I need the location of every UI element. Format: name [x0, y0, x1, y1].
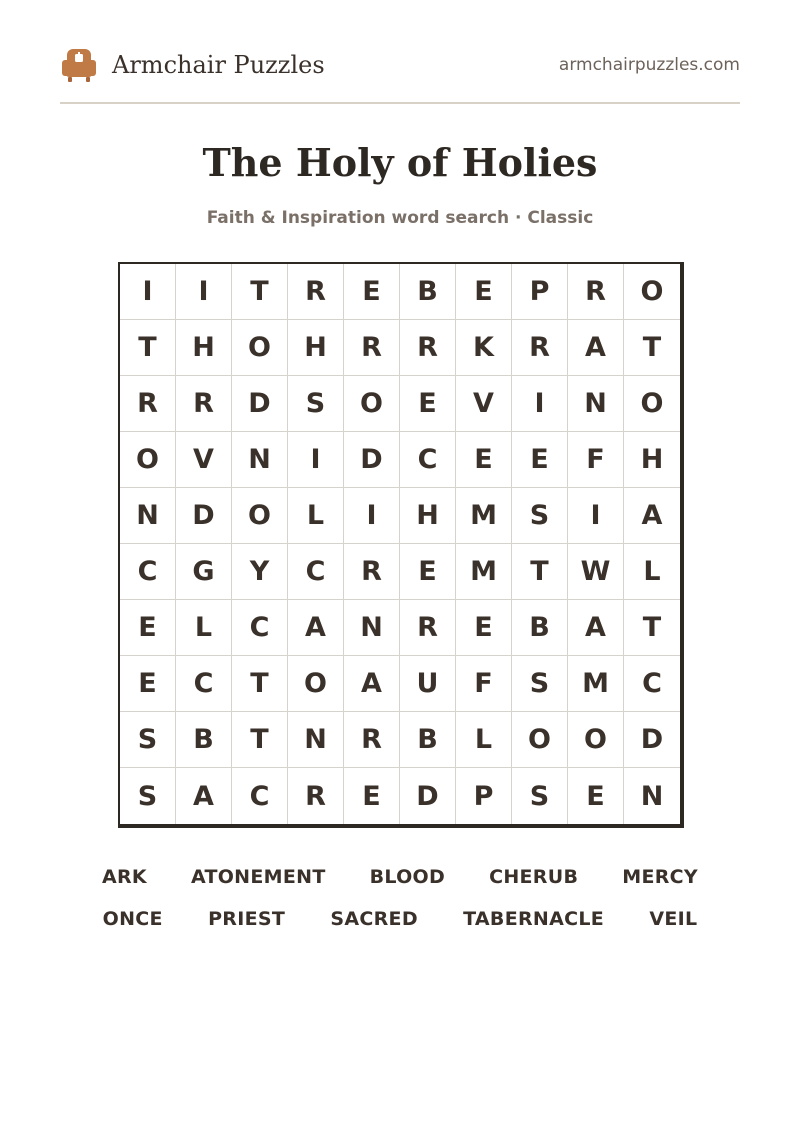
grid-cell[interactable]: A	[288, 600, 344, 656]
grid-cell[interactable]: I	[568, 488, 624, 544]
grid-cell[interactable]: R	[568, 264, 624, 320]
grid-cell[interactable]: K	[456, 320, 512, 376]
grid-cell[interactable]: O	[512, 712, 568, 768]
word-list-item: TABERNACLE	[463, 908, 605, 930]
grid-cell[interactable]: E	[512, 432, 568, 488]
grid-cell[interactable]: L	[288, 488, 344, 544]
grid-cell[interactable]: N	[344, 600, 400, 656]
puzzle-subtitle: Faith & Inspiration word search · Classic	[206, 208, 594, 228]
grid-cell[interactable]: D	[232, 376, 288, 432]
grid-cell[interactable]: I	[288, 432, 344, 488]
word-list-item: ATONEMENT	[190, 866, 326, 888]
grid-cell[interactable]: T	[624, 320, 680, 376]
grid-cell[interactable]: A	[344, 656, 400, 712]
grid-cell[interactable]: R	[400, 320, 456, 376]
grid-cell[interactable]: I	[512, 376, 568, 432]
grid-cell[interactable]: H	[288, 320, 344, 376]
grid-cell[interactable]: N	[120, 488, 176, 544]
word-list-row	[80, 856, 720, 898]
grid-cell[interactable]: R	[512, 320, 568, 376]
grid-cell[interactable]: A	[568, 320, 624, 376]
grid-cell[interactable]: E	[120, 656, 176, 712]
word-list-item: BLOOD	[369, 866, 446, 888]
grid-cell[interactable]: B	[400, 264, 456, 320]
grid-cell[interactable]: O	[624, 376, 680, 432]
grid-cell[interactable]: R	[344, 712, 400, 768]
grid-cell[interactable]: R	[400, 600, 456, 656]
grid-cell[interactable]: G	[176, 544, 232, 600]
grid-cell[interactable]: B	[400, 712, 456, 768]
grid-cell[interactable]: H	[176, 320, 232, 376]
word-list-item: ARK	[101, 866, 147, 888]
grid-cell[interactable]: E	[344, 768, 400, 824]
grid-cell[interactable]: D	[344, 432, 400, 488]
grid-cell[interactable]: D	[400, 768, 456, 824]
grid-cell[interactable]: N	[568, 376, 624, 432]
grid-cell[interactable]: M	[456, 488, 512, 544]
grid-cell[interactable]: I	[120, 264, 176, 320]
letter-grid	[118, 262, 684, 828]
grid-cell[interactable]: O	[120, 432, 176, 488]
word-list-item: VEIL	[649, 908, 698, 930]
grid-cell[interactable]: O	[344, 376, 400, 432]
word-list	[80, 856, 720, 940]
grid-cell[interactable]: S	[120, 712, 176, 768]
grid-cell[interactable]: S	[120, 768, 176, 824]
grid-cell[interactable]: D	[624, 712, 680, 768]
word-list-item: ONCE	[102, 908, 163, 930]
grid-cell[interactable]: B	[176, 712, 232, 768]
grid-cell[interactable]: N	[232, 432, 288, 488]
header-divider	[60, 102, 740, 104]
grid-cell[interactable]: E	[344, 264, 400, 320]
grid-cell[interactable]: S	[512, 768, 568, 824]
grid-cell[interactable]: M	[568, 656, 624, 712]
grid-cell[interactable]: O	[232, 320, 288, 376]
grid-cell[interactable]: R	[344, 320, 400, 376]
grid-cell[interactable]: C	[232, 768, 288, 824]
grid-cell[interactable]: H	[624, 432, 680, 488]
word-list-item: SACRED	[330, 908, 418, 930]
grid-cell[interactable]: C	[288, 544, 344, 600]
grid-cell[interactable]: E	[456, 264, 512, 320]
grid-cell[interactable]: C	[120, 544, 176, 600]
grid-cell[interactable]: O	[624, 264, 680, 320]
grid-cell[interactable]: R	[288, 768, 344, 824]
grid-cell[interactable]: P	[456, 768, 512, 824]
grid-cell[interactable]: P	[512, 264, 568, 320]
grid-cell[interactable]: I	[176, 264, 232, 320]
grid-cell[interactable]: D	[176, 488, 232, 544]
grid-cell[interactable]: F	[568, 432, 624, 488]
grid-cell[interactable]: M	[456, 544, 512, 600]
grid-cell[interactable]: E	[120, 600, 176, 656]
grid-cell[interactable]: R	[176, 376, 232, 432]
grid-cell[interactable]: T	[232, 656, 288, 712]
grid-cell[interactable]: E	[400, 544, 456, 600]
grid-cell[interactable]: E	[456, 432, 512, 488]
grid-cell[interactable]: E	[568, 768, 624, 824]
grid-cell[interactable]: E	[400, 376, 456, 432]
word-list-item: MERCY	[622, 866, 698, 888]
grid-cell[interactable]: L	[456, 712, 512, 768]
armchair-icon	[60, 46, 98, 84]
grid-cell[interactable]: Y	[232, 544, 288, 600]
word-list-row	[80, 898, 720, 940]
word-list-item: PRIEST	[208, 908, 286, 930]
grid-cell[interactable]: A	[624, 488, 680, 544]
grid-cell[interactable]: R	[288, 264, 344, 320]
grid-cell[interactable]: O	[568, 712, 624, 768]
site-url[interactable]: armchairpuzzles.com	[558, 55, 740, 75]
grid-cell[interactable]: C	[624, 656, 680, 712]
grid-cell[interactable]: R	[120, 376, 176, 432]
grid-cell[interactable]: O	[232, 488, 288, 544]
grid-cell[interactable]: S	[288, 376, 344, 432]
grid-cell[interactable]: L	[624, 544, 680, 600]
grid-cell[interactable]: C	[176, 656, 232, 712]
puzzle-title: The Holy of Holies	[202, 140, 598, 185]
grid-cell[interactable]: R	[344, 544, 400, 600]
grid-cell[interactable]: T	[120, 320, 176, 376]
grid-cell[interactable]: A	[176, 768, 232, 824]
grid-cell[interactable]: S	[512, 488, 568, 544]
grid-cell[interactable]: T	[512, 544, 568, 600]
grid-cell[interactable]: E	[456, 600, 512, 656]
word-list-item: CHERUB	[489, 866, 579, 888]
grid-cell[interactable]: T	[624, 600, 680, 656]
grid-cell[interactable]: C	[400, 432, 456, 488]
grid-cell[interactable]: U	[400, 656, 456, 712]
grid-cell[interactable]: C	[232, 600, 288, 656]
grid-cell[interactable]: S	[512, 656, 568, 712]
grid-cell[interactable]: V	[456, 376, 512, 432]
brand[interactable]	[60, 46, 325, 84]
grid-cell[interactable]: A	[568, 600, 624, 656]
grid-cell[interactable]: F	[456, 656, 512, 712]
grid-cell[interactable]: W	[568, 544, 624, 600]
grid-cell[interactable]: B	[512, 600, 568, 656]
grid-cell[interactable]: O	[288, 656, 344, 712]
brand-name: Armchair Puzzles	[112, 51, 325, 79]
page-header	[60, 40, 740, 90]
grid-cell[interactable]: N	[640, 780, 664, 812]
grid-cell[interactable]: T	[232, 712, 288, 768]
grid-cell[interactable]: L	[176, 600, 232, 656]
grid-cell[interactable]: I	[344, 488, 400, 544]
grid-cell[interactable]: V	[176, 432, 232, 488]
grid-cell[interactable]: T	[232, 264, 288, 320]
grid-cell[interactable]: H	[400, 488, 456, 544]
grid-cell[interactable]: N	[288, 712, 344, 768]
